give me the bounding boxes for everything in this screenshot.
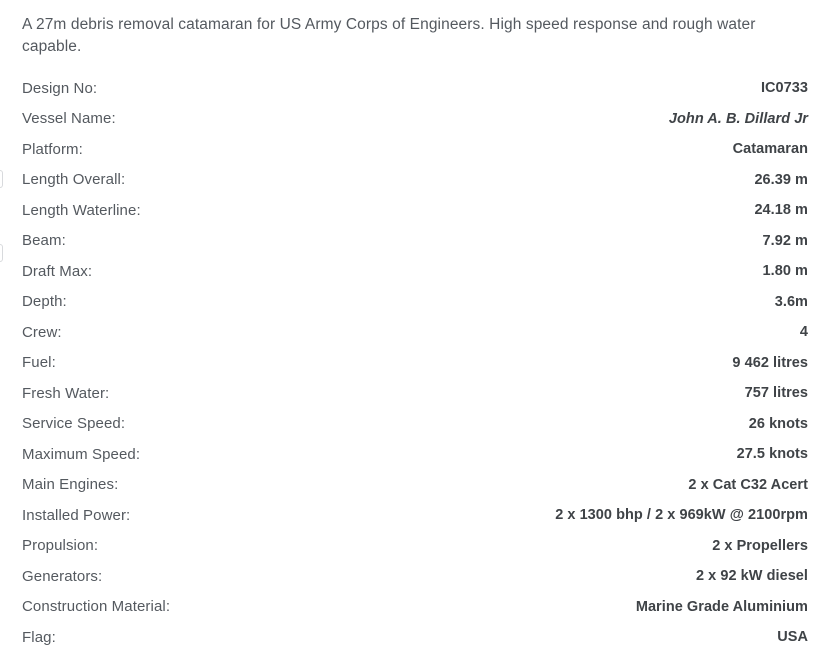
table-row bbox=[22, 256, 808, 287]
spec-label: Fuel: bbox=[22, 354, 56, 372]
spec-label: Generators: bbox=[22, 567, 103, 585]
vessel-description: A 27m debris removal catamaran for US Army Corps of Engineers. High speed response and rough water capable. bbox=[22, 16, 756, 56]
spec-label: Design No: bbox=[22, 79, 98, 97]
scroll-edge-marker-bottom bbox=[0, 244, 3, 262]
spec-label: Length Waterline: bbox=[22, 201, 141, 219]
spec-value: 7.92 m bbox=[762, 232, 808, 249]
table-row bbox=[22, 225, 808, 256]
spec-value: Catamaran bbox=[732, 141, 808, 158]
spec-value: 3.6m bbox=[774, 293, 808, 310]
table-row bbox=[22, 500, 808, 531]
spec-value: 2 x 1300 bhp / 2 x 969kW @ 2100rpm bbox=[555, 507, 808, 524]
table-row bbox=[22, 195, 808, 226]
spec-value: 24.18 m bbox=[754, 202, 808, 219]
spec-value: 9 462 litres bbox=[732, 354, 808, 371]
spec-label: Flag: bbox=[22, 628, 56, 646]
table-row bbox=[22, 347, 808, 378]
spec-label: Maximum Speed: bbox=[22, 445, 141, 463]
spec-label: Crew: bbox=[22, 323, 62, 341]
spec-label: Vessel Name: bbox=[22, 110, 116, 128]
spec-label: Construction Material: bbox=[22, 598, 171, 616]
spec-label: Platform: bbox=[22, 140, 83, 158]
spec-value: 1.80 m bbox=[762, 263, 808, 280]
spec-value: 4 bbox=[799, 324, 808, 341]
table-row bbox=[22, 530, 808, 561]
specification-table-body bbox=[22, 73, 808, 653]
spec-value: 757 litres bbox=[744, 385, 808, 402]
spec-label: Main Engines: bbox=[22, 476, 119, 494]
spec-label: Beam: bbox=[22, 232, 66, 250]
spec-label: Depth: bbox=[22, 293, 67, 311]
table-row bbox=[22, 164, 808, 195]
spec-value: IC0733 bbox=[760, 80, 808, 97]
table-row bbox=[22, 317, 808, 348]
table-row bbox=[22, 561, 808, 592]
spec-value: Marine Grade Aluminium bbox=[635, 598, 808, 615]
spec-value: 26 knots bbox=[748, 415, 808, 432]
spec-label: Draft Max: bbox=[22, 262, 93, 280]
table-row bbox=[22, 439, 808, 470]
table-row bbox=[22, 378, 808, 409]
specification-table bbox=[22, 73, 808, 653]
spec-value: USA bbox=[777, 629, 808, 646]
spec-label: Fresh Water: bbox=[22, 384, 110, 402]
table-row bbox=[22, 469, 808, 500]
spec-value: 27.5 knots bbox=[736, 446, 808, 463]
spec-value: John A. B. Dillard Jr bbox=[668, 110, 808, 127]
table-row bbox=[22, 622, 808, 653]
table-row bbox=[22, 286, 808, 317]
table-row bbox=[22, 591, 808, 622]
table-row bbox=[22, 103, 808, 134]
spec-label: Service Speed: bbox=[22, 415, 126, 433]
spec-value: 2 x Propellers bbox=[712, 537, 808, 554]
spec-label: Installed Power: bbox=[22, 506, 131, 524]
scroll-edge-marker-top bbox=[0, 170, 3, 188]
spec-label: Propulsion: bbox=[22, 537, 99, 555]
spec-label: Length Overall: bbox=[22, 171, 126, 189]
table-row bbox=[22, 408, 808, 439]
table-row bbox=[22, 73, 808, 104]
spec-value: 26.39 m bbox=[754, 171, 808, 188]
spec-value: 2 x 92 kW diesel bbox=[695, 568, 808, 585]
table-row bbox=[22, 134, 808, 165]
spec-value: 2 x Cat C32 Acert bbox=[688, 476, 808, 493]
